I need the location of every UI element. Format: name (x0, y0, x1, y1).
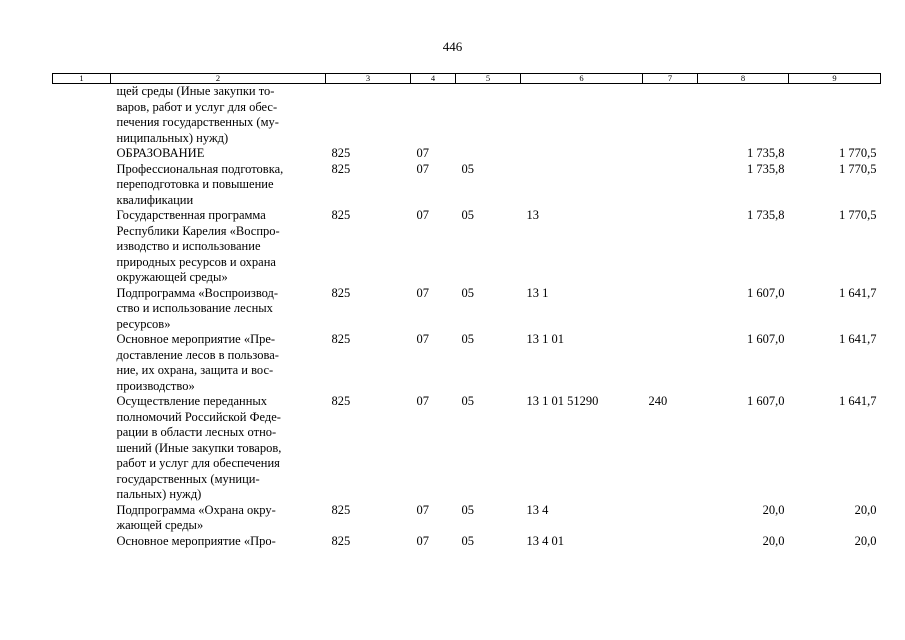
table-row (53, 286, 881, 333)
row-expense-type (643, 84, 698, 147)
row-target-code: 13 1 01 51290 (526, 394, 599, 408)
column-number-1: 1 (53, 74, 111, 84)
table-row (53, 208, 881, 286)
column-number-7: 7 (643, 74, 698, 84)
row-expense-type (643, 208, 698, 286)
row-ved-code: 825 (331, 146, 351, 160)
row-number (53, 84, 111, 147)
row-ved-code: 825 (331, 285, 351, 300)
row-name: Подпрограмма «Воспроизвод- ство и использование лесных ресурсов» (116, 285, 279, 331)
row-amount-year2 (789, 84, 881, 147)
row-number (53, 286, 111, 333)
row-amount-year2: 1 641,7 (839, 332, 877, 346)
column-number-6: 6 (521, 74, 643, 84)
row-subsection-code: 05 (461, 161, 474, 176)
row-expense-type (643, 162, 698, 209)
row-name: щей среды (Иные закупки то- варов, работ и услуг для обес- печения государственных (му- ниципальных) нужд) (116, 84, 279, 145)
row-number (53, 503, 111, 534)
row-number (53, 534, 111, 550)
row-ved-code: 825 (331, 208, 351, 222)
row-expense-type (643, 534, 698, 550)
row-section-code: 07 (416, 332, 429, 346)
row-subsection-code: 05 (461, 285, 474, 300)
table-row (53, 162, 881, 209)
column-number-4: 4 (411, 74, 456, 84)
row-name: Профессиональная подготовка, переподготовка и повышение квалификации (116, 161, 284, 207)
row-subsection-code: 05 (461, 394, 474, 408)
row-target-code: 13 4 (526, 502, 549, 517)
row-number (53, 394, 111, 503)
row-ved-code: 825 (331, 332, 351, 346)
row-amount-year1: 1 607,0 (747, 332, 785, 346)
row-section-code: 07 (416, 208, 429, 222)
table-row (53, 332, 881, 394)
row-expense-type (643, 503, 698, 534)
row-name: Основное мероприятие «Про- (116, 533, 276, 548)
column-number-row (53, 74, 881, 84)
row-ved-code (326, 84, 411, 147)
row-expense-type (643, 146, 698, 162)
row-subsection-code (456, 146, 521, 162)
row-number (53, 146, 111, 162)
column-number-9: 9 (789, 74, 881, 84)
row-amount-year1 (698, 84, 789, 147)
row-name: Осуществление переданных полномочий Российской Феде- рации в области лесных отно- шений (Иные закупки товаров, работ и услуг для обеспечения государственных (муници- пальных) нужд) (116, 394, 282, 501)
row-amount-year1: 1 735,8 (747, 146, 785, 160)
row-target-code (521, 162, 643, 209)
row-number (53, 332, 111, 394)
row-amount-year1: 20,0 (762, 533, 785, 548)
row-expense-type (643, 332, 698, 394)
table-row (53, 503, 881, 534)
row-amount-year2: 1 770,5 (839, 161, 877, 176)
row-amount-year2: 1 770,5 (839, 146, 877, 160)
row-name: Государственная программа Республики Карелия «Воспро- изводство и использование природных ресурсов и охрана окружающей среды» (116, 208, 280, 284)
row-name: Подпрограмма «Охрана окру- жающей среды» (116, 502, 276, 532)
table-body (53, 84, 881, 550)
row-name: Основное мероприятие «Пре- доставление лесов в пользова- ние, их охрана, защита и вос- производство» (116, 332, 279, 393)
row-subsection-code: 05 (461, 502, 474, 517)
row-number (53, 208, 111, 286)
budget-table (52, 73, 881, 549)
row-amount-year2: 20,0 (854, 533, 877, 548)
table-row (53, 84, 881, 147)
row-amount-year2: 20,0 (854, 502, 877, 517)
row-section-code: 07 (416, 146, 429, 160)
row-target-code (521, 146, 643, 162)
row-number (53, 162, 111, 209)
row-target-code: 13 1 (526, 285, 549, 300)
row-amount-year1: 20,0 (762, 502, 785, 517)
row-section-code (411, 84, 456, 147)
row-section-code: 07 (416, 394, 429, 408)
table-row (53, 534, 881, 550)
row-expense-type: 240 (648, 394, 668, 408)
row-amount-year1: 1 607,0 (747, 394, 785, 408)
row-expense-type (643, 286, 698, 333)
column-number-2: 2 (111, 74, 326, 84)
row-section-code: 07 (416, 161, 429, 176)
column-number-3: 3 (326, 74, 411, 84)
row-amount-year1: 1 607,0 (747, 285, 785, 300)
table-row (53, 394, 881, 503)
row-subsection-code: 05 (461, 533, 474, 548)
row-name: ОБРАЗОВАНИЕ (116, 146, 205, 160)
row-target-code (521, 84, 643, 147)
row-amount-year2: 1 770,5 (839, 208, 877, 222)
row-amount-year1: 1 735,8 (747, 161, 785, 176)
row-amount-year1: 1 735,8 (747, 208, 785, 222)
row-ved-code: 825 (331, 161, 351, 176)
row-target-code: 13 1 01 (526, 332, 564, 346)
row-ved-code: 825 (331, 533, 351, 548)
row-section-code: 07 (416, 533, 429, 548)
row-amount-year2: 1 641,7 (839, 285, 877, 300)
row-subsection-code: 05 (461, 332, 474, 346)
row-target-code: 13 (526, 208, 539, 222)
page-number: 446 (442, 39, 463, 54)
table-row (53, 146, 881, 162)
row-section-code: 07 (416, 502, 429, 517)
row-target-code: 13 4 01 (526, 533, 564, 548)
column-number-8: 8 (698, 74, 789, 84)
row-ved-code: 825 (331, 502, 351, 517)
row-amount-year2: 1 641,7 (839, 394, 877, 408)
row-subsection-code (456, 84, 521, 147)
row-ved-code: 825 (331, 394, 351, 408)
column-number-5: 5 (456, 74, 521, 84)
row-subsection-code: 05 (461, 208, 474, 222)
row-section-code: 07 (416, 285, 429, 300)
